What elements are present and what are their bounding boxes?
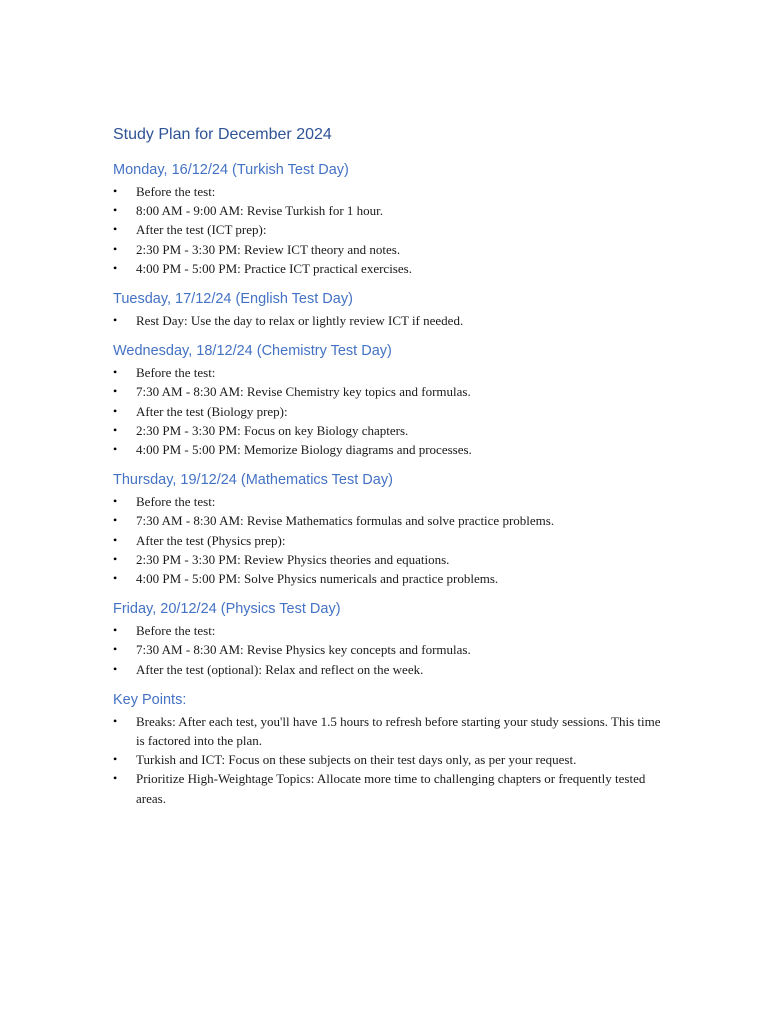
section-heading: Thursday, 19/12/24 (Mathematics Test Day): [113, 472, 393, 489]
list-item-text: 7:30 AM - 8:30 AM: Revise Physics key concepts and formulas.: [136, 642, 471, 658]
list-item-text: After the test (optional): Relax and reflect on the week.: [136, 661, 424, 677]
list-item: [113, 621, 668, 640]
bullet-icon: •: [113, 313, 118, 328]
list-item: [113, 421, 668, 440]
list-item-text: 2:30 PM - 3:30 PM: Review ICT theory and notes.: [136, 241, 401, 257]
bullet-icon: •: [113, 403, 118, 418]
bullet-icon: •: [113, 642, 118, 657]
list-item: [113, 712, 668, 750]
bullet-icon: •: [113, 241, 118, 256]
bullet-icon: •: [113, 513, 118, 528]
section-tuesday: [113, 289, 668, 330]
bullet-icon: •: [113, 661, 118, 676]
list-item: [113, 402, 668, 421]
bullet-icon: •: [113, 771, 118, 786]
list-item-text: After the test (Biology prep):: [136, 403, 288, 419]
list-item: [113, 382, 668, 401]
bullet-icon: •: [113, 365, 118, 380]
list-item: [113, 511, 668, 530]
list-item-text: 4:00 PM - 5:00 PM: Solve Physics numericals and practice problems.: [136, 571, 499, 587]
bullet-icon: •: [113, 713, 118, 728]
bullet-icon: •: [113, 260, 118, 275]
bullet-list: [113, 621, 668, 679]
list-item-text: 7:30 AM - 8:30 AM: Revise Mathematics formulas and solve practice problems.: [136, 513, 555, 529]
list-item-text: 8:00 AM - 9:00 AM: Revise Turkish for 1 hour.: [136, 203, 384, 219]
list-item: [113, 440, 668, 459]
list-item: [113, 640, 668, 659]
bullet-list: [113, 311, 668, 330]
section-heading: Tuesday, 17/12/24 (English Test Day): [113, 291, 353, 308]
list-item-text: 2:30 PM - 3:30 PM: Focus on key Biology chapters.: [136, 422, 409, 438]
list-item-text: Prioritize High-Weightage Topics: Allocate more time to challenging chapters or frequently tested areas.: [136, 771, 646, 806]
list-item: [113, 240, 668, 259]
bullet-icon: •: [113, 551, 118, 566]
section-friday: [113, 599, 668, 679]
list-item-text: Breaks: After each test, you'll have 1.5 hours to refresh before starting your study sessions. This time is factored into the plan.: [136, 713, 661, 749]
list-item-text: Before the test:: [136, 365, 216, 381]
list-item-text: Before the test:: [136, 494, 216, 510]
list-item-text: Rest Day: Use the day to relax or lightly review ICT if needed.: [136, 313, 464, 329]
list-item: [113, 201, 668, 220]
section-key-points: [113, 690, 668, 808]
list-item: [113, 550, 668, 569]
section-heading: Monday, 16/12/24 (Turkish Test Day): [113, 162, 349, 178]
bullet-icon: •: [113, 384, 118, 399]
list-item-text: After the test (Physics prep):: [136, 532, 286, 548]
bullet-icon: •: [113, 623, 118, 638]
list-item: [113, 311, 668, 330]
bullet-icon: •: [113, 422, 118, 437]
list-item-text: Turkish and ICT: Focus on these subjects on their test days only, as per your request.: [136, 752, 577, 768]
bullet-list: [113, 492, 668, 588]
list-item: [113, 220, 668, 239]
section-monday: [113, 160, 668, 278]
list-item-text: 7:30 AM - 8:30 AM: Revise Chemistry key topics and formulas.: [136, 384, 471, 400]
bullet-icon: •: [113, 571, 118, 586]
bullet-icon: •: [113, 184, 118, 198]
list-item: [113, 750, 668, 769]
list-item: [113, 531, 668, 550]
bullet-icon: •: [113, 532, 118, 547]
section-heading: Key Points:: [113, 691, 187, 708]
list-item-text: 2:30 PM - 3:30 PM: Review Physics theories and equations.: [136, 551, 450, 567]
list-item-text: After the test (ICT prep):: [136, 222, 267, 238]
list-item: [113, 569, 668, 588]
bullet-icon: •: [113, 203, 118, 218]
list-item: [113, 492, 668, 511]
bullet-list: [113, 712, 668, 808]
bullet-icon: •: [113, 442, 118, 457]
section-thursday: [113, 470, 668, 588]
section-heading: Friday, 20/12/24 (Physics Test Day): [113, 601, 341, 618]
document-title: Study Plan for December 2024: [113, 126, 332, 143]
list-item-text: 4:00 PM - 5:00 PM: Memorize Biology diagrams and processes.: [136, 442, 472, 458]
list-item-text: Before the test:: [136, 623, 216, 639]
bullet-list: [113, 182, 668, 278]
bullet-list: [113, 363, 668, 459]
list-item: [113, 259, 668, 278]
section-wednesday: [113, 341, 668, 459]
list-item: [113, 660, 668, 679]
bullet-icon: •: [113, 494, 118, 509]
bullet-icon: •: [113, 222, 118, 237]
section-heading: Wednesday, 18/12/24 (Chemistry Test Day): [113, 343, 392, 360]
bullet-icon: •: [113, 752, 118, 767]
list-item: [113, 182, 668, 201]
list-item: [113, 363, 668, 382]
list-item-text: 4:00 PM - 5:00 PM: Practice ICT practical exercises.: [136, 260, 412, 276]
list-item-text: Before the test:: [136, 184, 216, 199]
list-item: [113, 769, 668, 807]
